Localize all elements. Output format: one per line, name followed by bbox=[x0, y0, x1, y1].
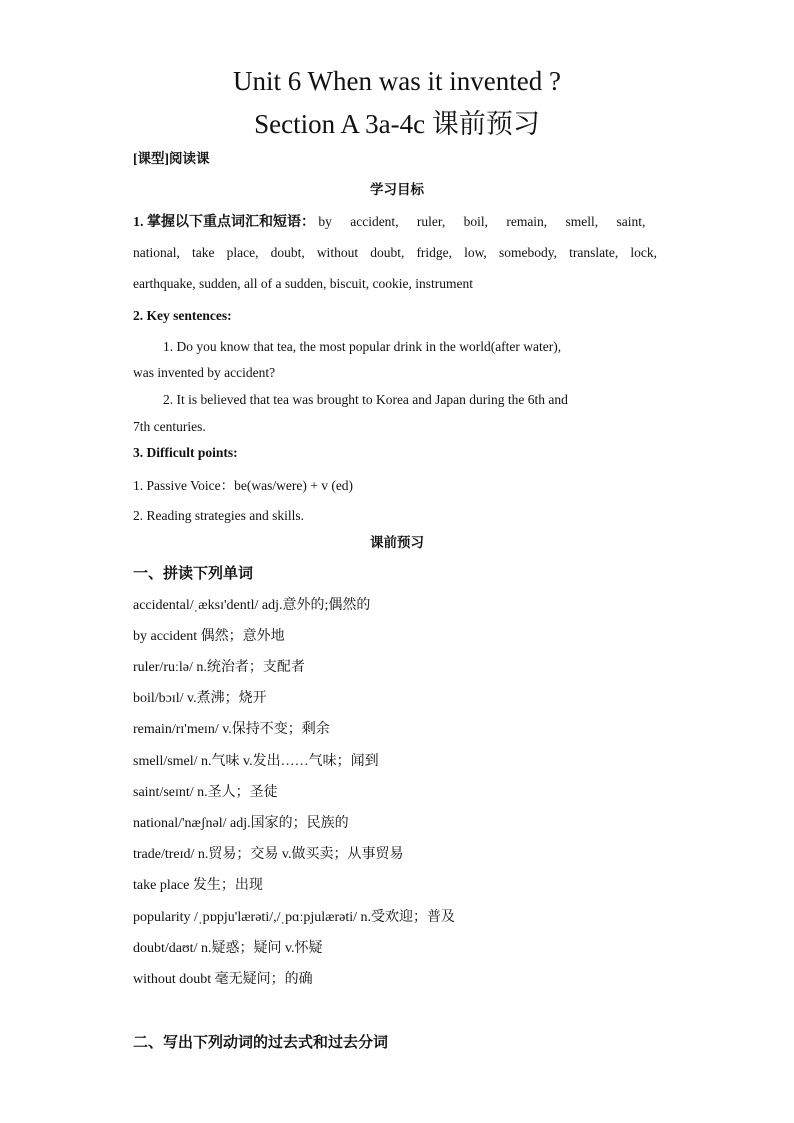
key-sentence-1-line-2: was invented by accident? bbox=[133, 365, 276, 380]
vocab-item: without doubt 毫无疑问；的确 bbox=[133, 972, 313, 987]
vocab-item: smell/smel/ n.气味 v.发出……气味；闻到 bbox=[133, 754, 379, 769]
section-2-heading: 二、写出下列动词的过去式和过去分词 bbox=[133, 1035, 389, 1051]
keyword: doubt, bbox=[370, 245, 405, 260]
key-sentence-2-line-2: 7th centuries. bbox=[133, 419, 206, 434]
difficult-points-heading: 3. Difficult points: bbox=[133, 445, 238, 460]
difficult-point-1: 1. Passive Voice：be(was/were) + v (ed) bbox=[133, 478, 354, 493]
section-1-heading: 一、拼读下列单词 bbox=[133, 566, 254, 582]
objectives-heading: 学习目标 bbox=[370, 182, 424, 197]
key-sentences-heading: 2. Key sentences: bbox=[133, 308, 232, 323]
keyword: place, bbox=[226, 245, 259, 260]
key-sentence-1-line-1: 1. Do you know that tea, the most popular drink in the world(after water), bbox=[163, 339, 562, 354]
keyword: saint, bbox=[616, 214, 646, 229]
vocab-item: trade/treɪd/ n.贸易；交易 v.做买卖；从事贸易 bbox=[133, 847, 404, 862]
keyword: smell, bbox=[565, 214, 599, 229]
keyword: national, bbox=[133, 245, 180, 260]
vocab-item: national/'næʃnəl/ adj.国家的；民族的 bbox=[133, 816, 349, 831]
objective-1-line-3: earthquake, sudden, all of a sudden, biscuit, cookie, instrument bbox=[133, 276, 474, 291]
vocab-item: by accident 偶然；意外地 bbox=[133, 629, 285, 644]
keyword: low, bbox=[464, 245, 487, 260]
vocab-item: popularity /ˌpɒpju'lærəti/,/ˌpɑːpjulærəti/ n.受欢迎；普及 bbox=[133, 910, 456, 925]
keyword: accident, bbox=[350, 214, 399, 229]
key-sentence-2-line-1: 2. It is believed that tea was brought to Korea and Japan during the 6th and bbox=[163, 392, 568, 407]
title-line-2: Section A 3a-4c 课前预习 bbox=[254, 109, 540, 139]
vocab-item: accidental/ˌæksɪ'dentl/ adj.意外的;偶然的 bbox=[133, 598, 371, 613]
objective-1-words-start bbox=[318, 213, 645, 231]
keyword: somebody, bbox=[499, 245, 558, 260]
difficult-point-2: 2. Reading strategies and skills. bbox=[133, 508, 304, 523]
vocab-item: doubt/daʊt/ n.疑惑；疑问 v.怀疑 bbox=[133, 941, 323, 956]
objective-1-line-1 bbox=[133, 213, 645, 232]
keyword: ruler, bbox=[416, 214, 446, 229]
objective-1-line-2 bbox=[133, 244, 657, 262]
lesson-type: [课型]阅读课 bbox=[133, 151, 210, 166]
vocab-item: take place 发生；出现 bbox=[133, 878, 263, 893]
keyword: translate, bbox=[569, 245, 619, 260]
keyword: lock, bbox=[630, 245, 657, 260]
keyword: boil, bbox=[463, 214, 488, 229]
objective-1-label: 1. 掌握以下重点词汇和短语： bbox=[133, 215, 315, 230]
title-line-1: Unit 6 When was it invented ? bbox=[233, 66, 561, 96]
keyword: without bbox=[316, 245, 359, 260]
keyword: fridge, bbox=[416, 245, 453, 260]
vocab-item: boil/bɔɪl/ v.煮沸；烧开 bbox=[133, 691, 267, 706]
keyword: remain, bbox=[506, 214, 548, 229]
keyword: take bbox=[191, 245, 215, 260]
vocab-item: saint/seɪnt/ n.圣人；圣徒 bbox=[133, 785, 278, 800]
vocab-item: remain/rɪ'meɪn/ v.保持不变；剩余 bbox=[133, 722, 330, 737]
keyword: doubt, bbox=[270, 245, 305, 260]
keyword: by bbox=[318, 214, 332, 229]
vocab-item: ruler/ruːlə/ n.统治者；支配者 bbox=[133, 660, 305, 675]
preview-heading: 课前预习 bbox=[370, 535, 424, 550]
